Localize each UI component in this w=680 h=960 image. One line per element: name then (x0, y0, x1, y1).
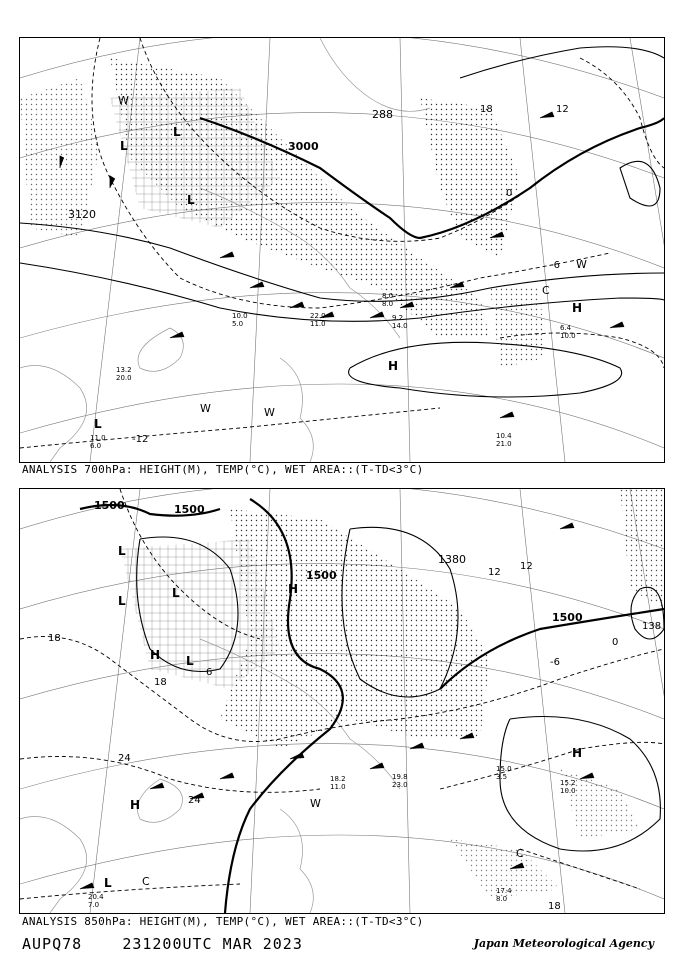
warm-center: W (576, 258, 587, 271)
low-center: L (172, 586, 180, 600)
temp-label: 18 (548, 901, 561, 912)
height-label: 1500 (94, 499, 125, 512)
wet-areas (20, 58, 545, 368)
warm-center: W (264, 406, 275, 419)
station-value: 17.4 8.0 (496, 887, 512, 903)
temp-label: 24 (118, 753, 131, 764)
station-value: 6.4 10.0 (560, 324, 576, 340)
temp-label: -12 (132, 434, 149, 445)
chart-panel-700hpa (19, 37, 665, 463)
cold-center: C (142, 875, 150, 888)
height-label: 138 (642, 621, 662, 632)
cold-center: C (516, 847, 524, 860)
height-label: 3000 (288, 140, 319, 153)
temp-label: 6 (206, 667, 213, 678)
low-center: L (94, 417, 102, 431)
temp-label: -6 (550, 260, 560, 271)
station-value: 22.0 11.0 (310, 312, 326, 328)
panel-caption-850hpa: ANALYSIS 850hPa: HEIGHT(M), TEMP(°C), WET AREA::(T-TD<3°C) (22, 915, 424, 928)
valid-time: 231200UTC MAR 2023 (122, 935, 303, 953)
agency-credit: Japan Meteorological Agency (473, 937, 654, 950)
station-value: 11.0 6.0 (90, 434, 106, 450)
temp-label: 0 (612, 637, 619, 648)
low-center: L (104, 876, 112, 890)
station-value: 10.4 21.0 (496, 432, 512, 448)
panel-caption-700hpa: ANALYSIS 700hPa: HEIGHT(M), TEMP(°C), WET AREA::(T-TD<3°C) (22, 463, 424, 476)
chart-header (22, 935, 303, 953)
temp-label: -6 (550, 657, 560, 668)
high-center: H (572, 301, 583, 315)
station-value: 9.2 14.0 (392, 314, 408, 330)
low-center: L (118, 544, 126, 558)
warm-center: W (310, 797, 321, 810)
high-center: H (150, 648, 161, 662)
temp-label: 12 (520, 561, 533, 572)
temp-label: 12 (488, 567, 501, 578)
temp-label: 12 (556, 104, 569, 115)
station-value: 8.0 8.0 (382, 292, 394, 308)
product-id: AUPQ78 (22, 935, 83, 953)
station-value: 10.0 5.0 (232, 312, 248, 328)
height-label: 3120 (68, 208, 96, 221)
chart-panel-850hpa (19, 488, 665, 914)
height-label: 1380 (438, 553, 466, 566)
warm-center: W (200, 402, 211, 415)
high-center: H (288, 582, 299, 596)
cold-center: C (542, 284, 550, 297)
height-label: 1500 (306, 569, 337, 582)
temp-label: 24 (188, 795, 201, 806)
temp-label: 18 (480, 104, 493, 115)
station-value: 20.4 7.0 (88, 893, 104, 909)
high-center: H (388, 359, 399, 373)
wet-areas (120, 489, 664, 899)
temp-label: 18 (48, 633, 61, 644)
low-center: L (120, 139, 128, 153)
station-value: 18.2 11.0 (330, 775, 346, 791)
station-value: 19.8 23.0 (392, 773, 408, 789)
station-value: 15.0 3.5 (496, 765, 512, 781)
map-850hpa (20, 489, 664, 913)
station-value: 13.2 20.0 (116, 366, 132, 382)
low-center: L (187, 193, 195, 207)
low-center: L (118, 594, 126, 608)
height-label: 1500 (552, 611, 583, 624)
station-value: 15.2 10.0 (560, 779, 576, 795)
low-center: L (186, 654, 194, 668)
warm-center: W (118, 94, 129, 107)
map-700hpa (20, 38, 664, 462)
high-center: H (572, 746, 583, 760)
temp-label: 0 (506, 188, 513, 199)
height-label: 1500 (174, 503, 205, 516)
height-label: 288 (372, 108, 393, 121)
temp-label: 18 (154, 677, 167, 688)
low-center: L (173, 125, 181, 139)
high-center: H (130, 798, 141, 812)
